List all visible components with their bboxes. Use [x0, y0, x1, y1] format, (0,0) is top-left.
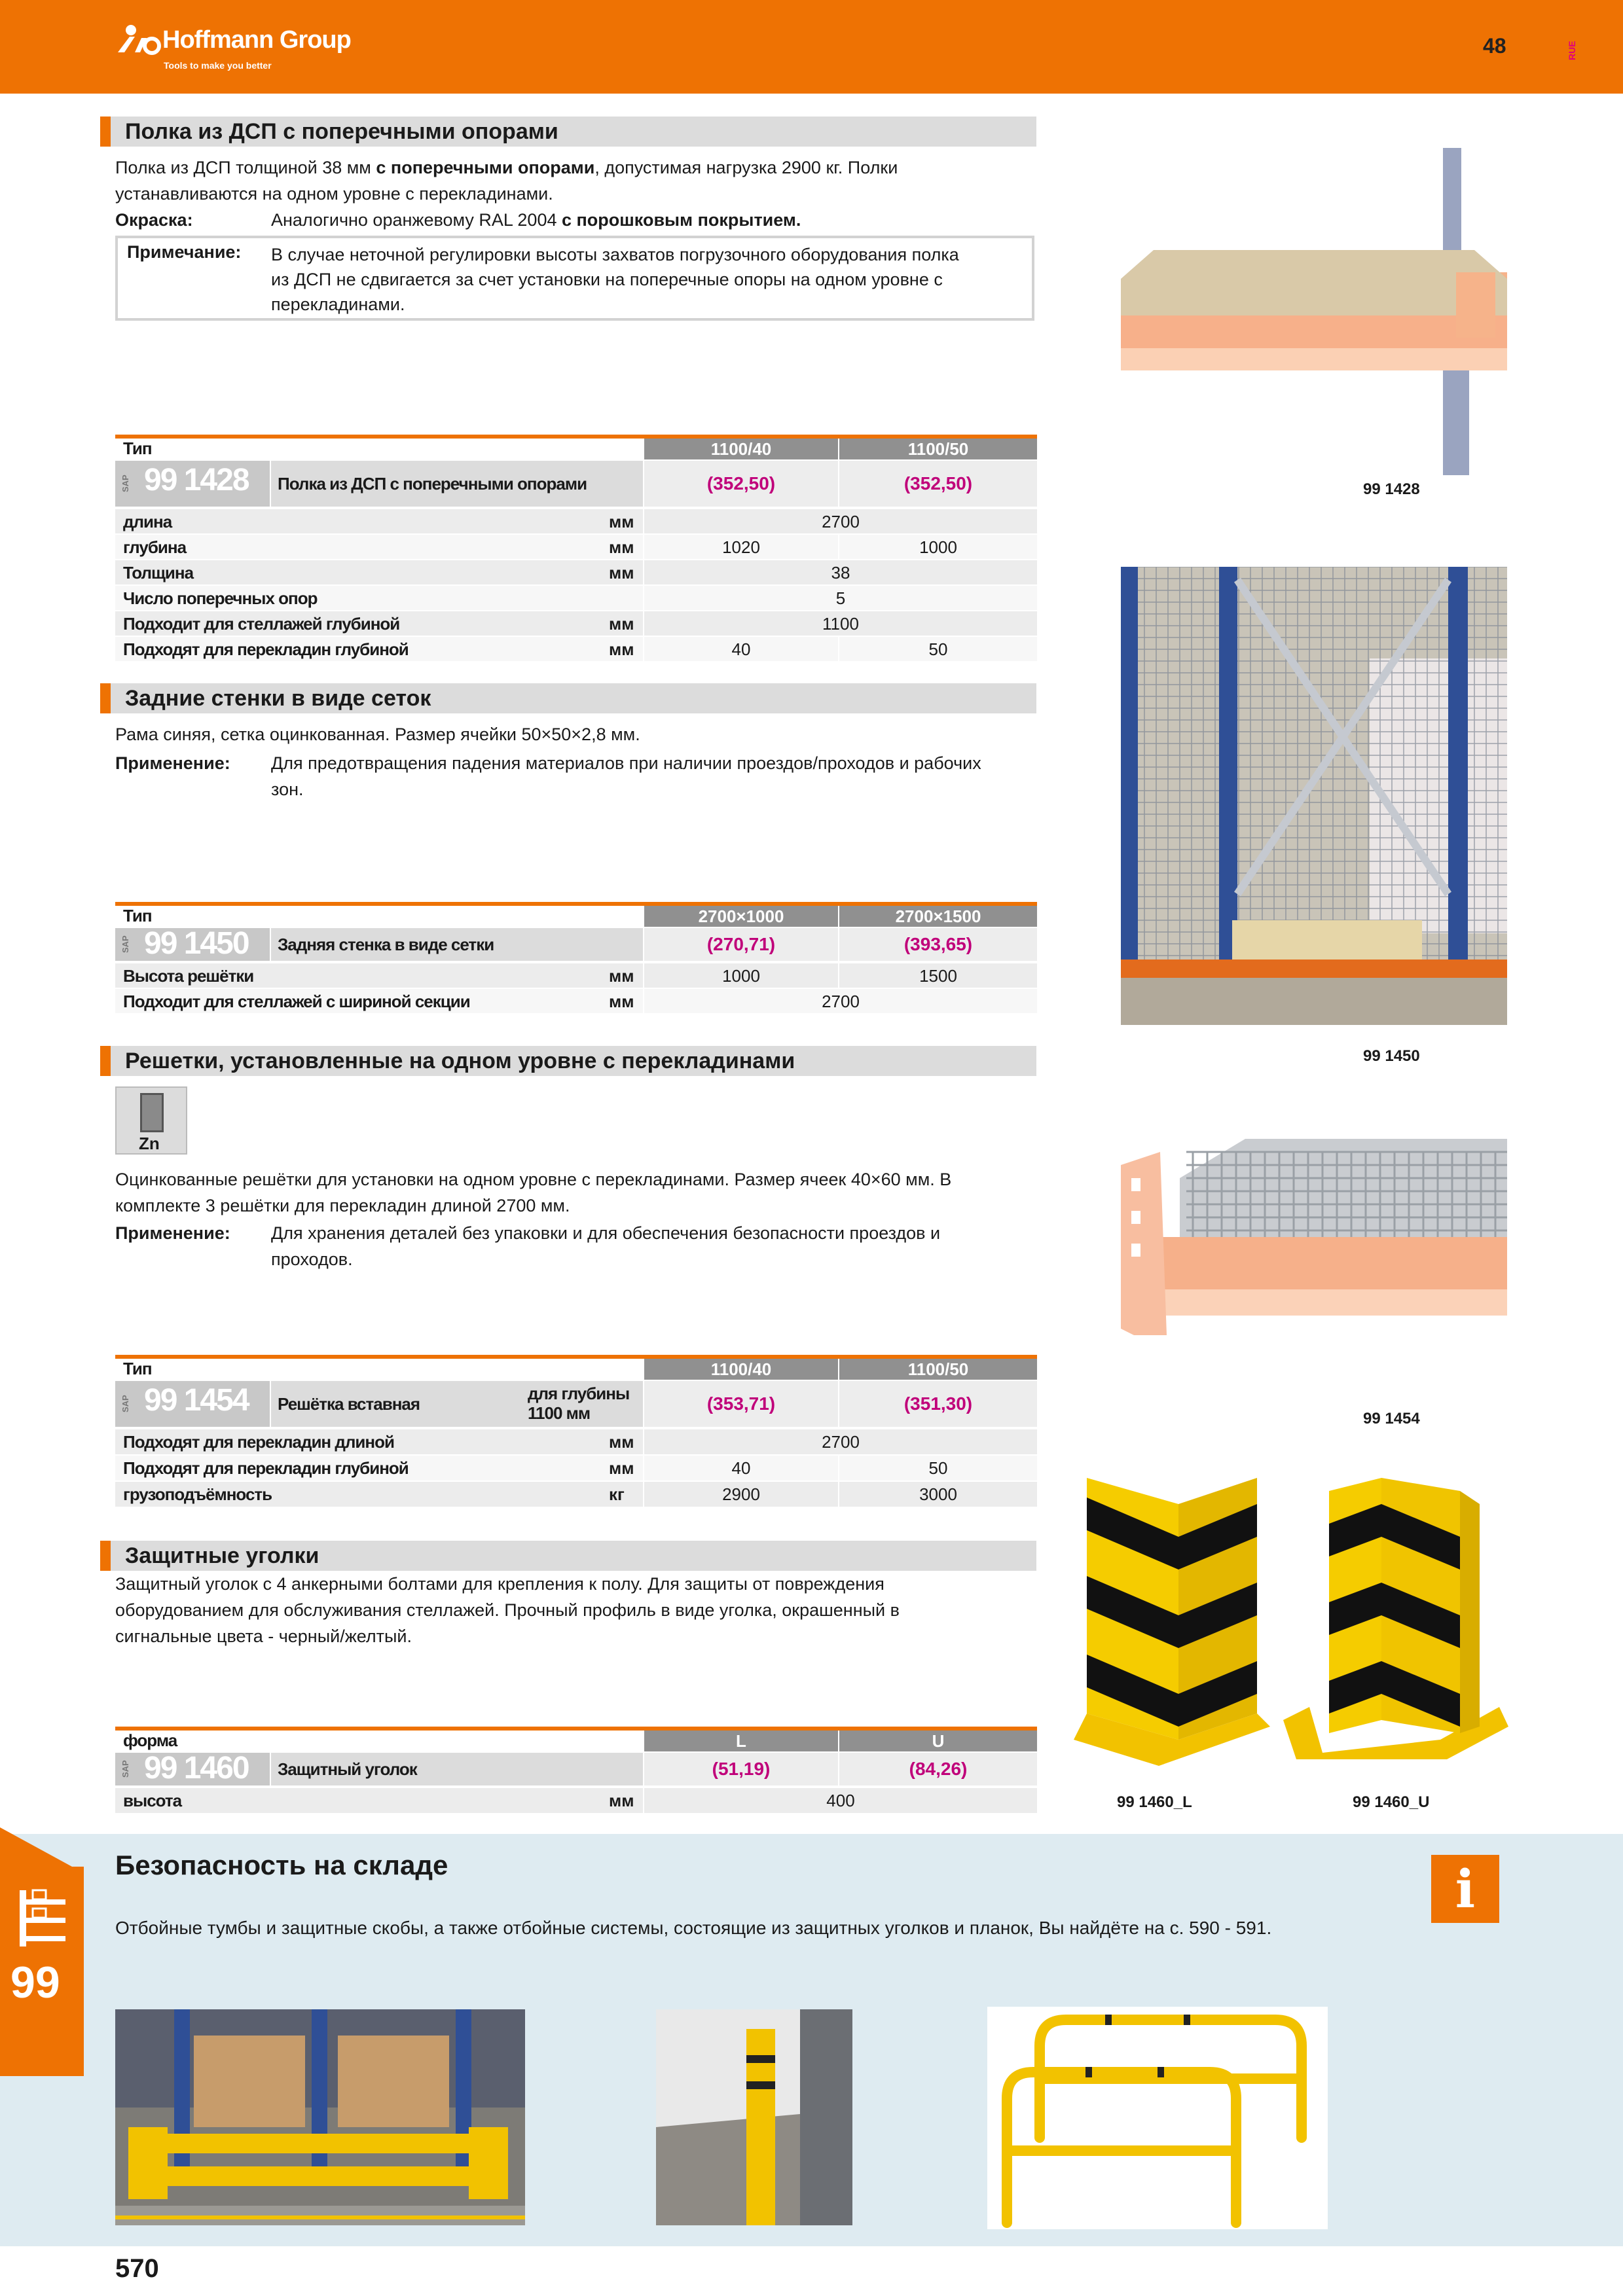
spec-value: 2700 — [822, 1432, 860, 1452]
rack-guard-illustration-icon — [115, 2009, 525, 2225]
article-row — [115, 1381, 1037, 1427]
rack-guard-photo — [115, 2009, 525, 2225]
brand-tagline: Tools to make you better — [164, 60, 272, 71]
article-description: Защитный уголок — [278, 1759, 417, 1779]
section-title-text: Полка из ДСП с поперечными опорами — [125, 119, 558, 144]
spec-value: 2700 — [822, 991, 860, 1011]
use-line: проходов. — [271, 1249, 353, 1269]
photo-caption: 99 1454 — [1363, 1410, 1420, 1427]
variant-header: 1100/40 — [644, 439, 838, 459]
article-number-box[interactable] — [115, 928, 270, 961]
spec-value: 400 — [826, 1791, 855, 1810]
spec-row — [115, 963, 1037, 988]
variant-header: 2700×1500 — [839, 906, 1037, 927]
gratings-intro — [115, 1166, 1038, 1219]
zinc-swatch-icon — [140, 1093, 164, 1132]
spec-name: Число поперечных опор — [123, 588, 318, 608]
spec-row — [115, 535, 1037, 559]
paint-value-text: Аналогично оранжевому RAL 2004 — [271, 210, 562, 230]
article-number: 99 1428 — [144, 463, 249, 497]
spec-row — [115, 1788, 1037, 1813]
spec-value: 1020 — [722, 537, 760, 557]
intro-line: комплекте 3 решётки для перекладин длиной 2700 мм. — [115, 1196, 570, 1215]
price[interactable]: (351,30) — [839, 1381, 1037, 1427]
section-title-text: Решетки, установленные на одном уровне с перекладинами — [125, 1049, 795, 1073]
table-header-row — [115, 906, 1037, 927]
note-text — [271, 242, 1030, 317]
corners-intro — [115, 1571, 1038, 1649]
chapter-tab[interactable] — [0, 1827, 84, 2076]
price[interactable]: (353,71) — [644, 1381, 838, 1427]
spec-unit: мм — [609, 562, 634, 583]
intro-line: сигнальные цвета - черный/желтый. — [115, 1626, 412, 1646]
language-code: RUE — [1567, 41, 1577, 60]
shelf-intro — [115, 154, 1038, 207]
sap-label: SAP — [120, 935, 130, 954]
spec-value: 2700 — [822, 511, 860, 531]
intro-text: устанавливаются на одном уровне с перекладинами. — [115, 184, 553, 204]
bollard-photo — [656, 2009, 852, 2225]
spec-value: 50 — [928, 639, 948, 659]
hoffmann-logo-icon — [115, 24, 161, 55]
table-header-row — [115, 1359, 1037, 1380]
spec-name: Толщина — [123, 562, 194, 583]
price[interactable]: (51,19) — [644, 1753, 838, 1785]
spec-value: 3000 — [919, 1484, 957, 1504]
variant-header: 1100/40 — [644, 1359, 838, 1380]
type-label: Тип — [123, 906, 152, 925]
type-label: Тип — [123, 1359, 152, 1378]
sap-label: SAP — [120, 1760, 130, 1778]
info-text: Отбойные тумбы и защитные скобы, а также отбойные системы, состоящие из защитных уголков и планок, Вы найдёте на с. 590 - 591. — [115, 1918, 1272, 1938]
spec-row — [115, 509, 1037, 533]
depth-note-line: для глубины — [528, 1384, 630, 1403]
spec-name: Подходят для перекладин глубиной — [123, 1458, 409, 1478]
spec-name: Подходят для перекладин длиной — [123, 1432, 394, 1452]
article-description: Полка из ДСП с поперечными опорами — [278, 474, 587, 493]
section-title-text: Задние стенки в виде сеток — [125, 686, 431, 711]
photo-caption: 99 1460_U — [1353, 1793, 1430, 1811]
protective-bars-photo — [987, 2007, 1328, 2229]
spec-name: Подходит для стеллажей глубиной — [123, 613, 400, 634]
article-row — [115, 928, 1037, 961]
shelf-photo — [1121, 148, 1507, 475]
table-header-row — [115, 439, 1037, 459]
spec-row — [115, 586, 1037, 610]
photo-caption: 99 1460_L — [1117, 1793, 1192, 1811]
use-text — [271, 750, 1037, 802]
spec-value: 5 — [835, 588, 846, 608]
article-number-box[interactable] — [115, 1381, 270, 1427]
spec-value: 38 — [831, 562, 850, 583]
type-label: Тип — [123, 439, 152, 458]
variant-header: 1100/50 — [839, 439, 1037, 459]
zinc-badge — [115, 1086, 187, 1155]
spec-name: Высота решётки — [123, 965, 254, 986]
brand-name: Hoffmann Group — [162, 26, 351, 54]
chapter-number: 99 — [10, 1958, 60, 2007]
spec-value: 2900 — [722, 1484, 760, 1504]
intro-line: Оцинкованные решётки для установки на одном уровне с перекладинами. Размер ячеек 40×60 мм. В — [115, 1170, 952, 1189]
spec-unit: мм — [609, 965, 634, 986]
spec-unit: мм — [609, 639, 634, 659]
variant-header: 1100/50 — [839, 1359, 1037, 1380]
variant-header: U — [839, 1731, 1037, 1751]
spec-row — [115, 637, 1037, 661]
note-label: Примечание: — [127, 242, 242, 262]
note-line: из ДСП не сдвигается за счет установки на поперечные опоры на одном уровне с — [271, 270, 943, 289]
note-line: перекладинами. — [271, 295, 405, 314]
sap-label: SAP — [120, 475, 130, 493]
article-number: 99 1450 — [144, 926, 249, 961]
zinc-label: Zn — [139, 1134, 160, 1153]
spec-unit: кг — [609, 1484, 625, 1504]
mesh-photo — [1121, 567, 1507, 1025]
intro-bold: с поперечными опорами — [376, 158, 595, 177]
depth-note-line: 1100 мм — [528, 1403, 591, 1423]
spec-value: 1000 — [919, 537, 957, 557]
use-line: зон. — [271, 780, 304, 799]
shelving-rack-icon — [13, 1886, 72, 1950]
photo-caption: 99 1450 — [1363, 1047, 1420, 1065]
use-line: Для предотвращения падения материалов при наличии проездов/проходов и рабочих — [271, 753, 981, 773]
spec-row — [115, 1429, 1037, 1454]
article-row — [115, 1753, 1037, 1785]
spec-unit: мм — [609, 613, 634, 634]
spec-table-991450 — [115, 902, 1037, 1017]
corner-u-photo — [1283, 1478, 1508, 1779]
use-label: Применение: — [115, 753, 230, 773]
spec-value: 1000 — [722, 965, 760, 986]
mesh-use — [115, 750, 1038, 802]
spec-name: высота — [123, 1791, 182, 1810]
corner-l-photo — [1074, 1478, 1277, 1779]
info-title: Безопасность на складе — [115, 1850, 448, 1880]
spec-row — [115, 611, 1037, 636]
mesh-illustration-icon — [1121, 567, 1507, 1025]
spec-name: глубина — [123, 537, 187, 557]
mesh-intro: Рама синяя, сетка оцинкованная. Размер ячейки 50×50×2,8 мм. — [115, 725, 640, 744]
bollard-illustration-icon — [656, 2009, 852, 2225]
type-label: форма — [123, 1731, 177, 1750]
spec-unit: мм — [609, 511, 634, 531]
spec-table-991454 — [115, 1355, 1037, 1512]
price[interactable]: (352,50) — [839, 461, 1037, 507]
spec-unit: мм — [609, 991, 634, 1011]
variant-header: 2700×1000 — [644, 906, 838, 927]
gratings-use — [115, 1220, 1038, 1272]
article-number: 99 1460 — [144, 1751, 249, 1785]
note-line: В случае неточной регулировки высоты захватов погрузочного оборудования полка — [271, 245, 959, 264]
photo-caption: 99 1428 — [1363, 480, 1420, 498]
shelf-illustration-icon — [1121, 148, 1507, 475]
spec-row — [115, 989, 1037, 1013]
section-title-text: Защитные уголки — [125, 1543, 319, 1568]
price[interactable]: (352,50) — [644, 461, 838, 507]
intro-text: , допустимая нагрузка 2900 кг. Полки — [594, 158, 898, 177]
spec-value: 1500 — [919, 965, 957, 986]
price[interactable]: (270,71) — [644, 928, 838, 961]
article-number-box[interactable] — [115, 1753, 270, 1785]
paint-row — [115, 207, 1038, 233]
corner-guard-l-icon — [1074, 1478, 1277, 1779]
spec-row — [115, 1456, 1037, 1480]
spec-value: 40 — [731, 1458, 751, 1478]
intro-line: оборудованием для обслуживания стеллажей. Прочный профиль в виде уголка, окрашенный в — [115, 1600, 900, 1620]
spec-name: Подходят для перекладин глубиной — [123, 639, 409, 659]
spec-unit: мм — [609, 537, 634, 557]
grating-illustration-icon — [1121, 1139, 1507, 1394]
paint-label: Окраска: — [115, 210, 193, 230]
spec-name: грузоподъёмность — [123, 1484, 272, 1504]
brand-logo[interactable] — [115, 18, 403, 79]
article-description: Решётка вставная — [278, 1394, 420, 1414]
article-number: 99 1454 — [144, 1383, 249, 1418]
spec-unit: мм — [609, 1791, 634, 1810]
spec-name: длина — [123, 511, 172, 531]
page-number-top: 48 — [1483, 34, 1506, 58]
spec-value: 1100 — [822, 613, 859, 634]
sap-label: SAP — [120, 1395, 130, 1413]
spec-row — [115, 1482, 1037, 1507]
protective-bar-illustration-icon — [987, 2007, 1328, 2229]
section-title-corners — [100, 1541, 1036, 1571]
section-title-shelf — [100, 117, 1036, 147]
use-text — [271, 1220, 1037, 1272]
grating-photo — [1121, 1139, 1507, 1394]
page-number-bottom: 570 — [115, 2254, 159, 2283]
table-header-row — [115, 1731, 1037, 1751]
spec-unit: мм — [609, 1432, 634, 1452]
use-line: Для хранения деталей без упаковки и для обеспечения безопасности проездов и — [271, 1223, 941, 1243]
spec-value: 50 — [928, 1458, 948, 1478]
intro-line: Защитный уголок с 4 анкерными болтами для крепления к полу. Для защиты от повреждения — [115, 1574, 884, 1594]
article-description: Задняя стенка в виде сетки — [278, 935, 494, 954]
variant-header: L — [644, 1731, 838, 1751]
intro-text: Полка из ДСП толщиной 38 мм — [115, 158, 376, 177]
use-label: Применение: — [115, 1223, 230, 1243]
section-title-mesh — [100, 683, 1036, 713]
spec-value: 40 — [731, 639, 751, 659]
spec-unit: мм — [609, 1458, 634, 1478]
price[interactable]: (393,65) — [839, 928, 1037, 961]
note-box — [115, 236, 1034, 321]
spec-name: Подходит для стеллажей с шириной секции — [123, 991, 470, 1011]
section-title-gratings — [100, 1046, 1036, 1076]
info-icon[interactable]: i — [1431, 1855, 1499, 1923]
paint-value — [271, 207, 801, 233]
article-number-box[interactable] — [115, 461, 270, 507]
price[interactable]: (84,26) — [839, 1753, 1037, 1785]
corner-guard-u-icon — [1283, 1478, 1508, 1779]
spec-row — [115, 560, 1037, 584]
spec-table-991460 — [115, 1727, 1037, 1818]
spec-table-991428 — [115, 435, 1037, 668]
depth-note — [528, 1384, 629, 1423]
paint-value-bold: с порошковым покрытием. — [561, 210, 801, 230]
article-row — [115, 461, 1037, 507]
